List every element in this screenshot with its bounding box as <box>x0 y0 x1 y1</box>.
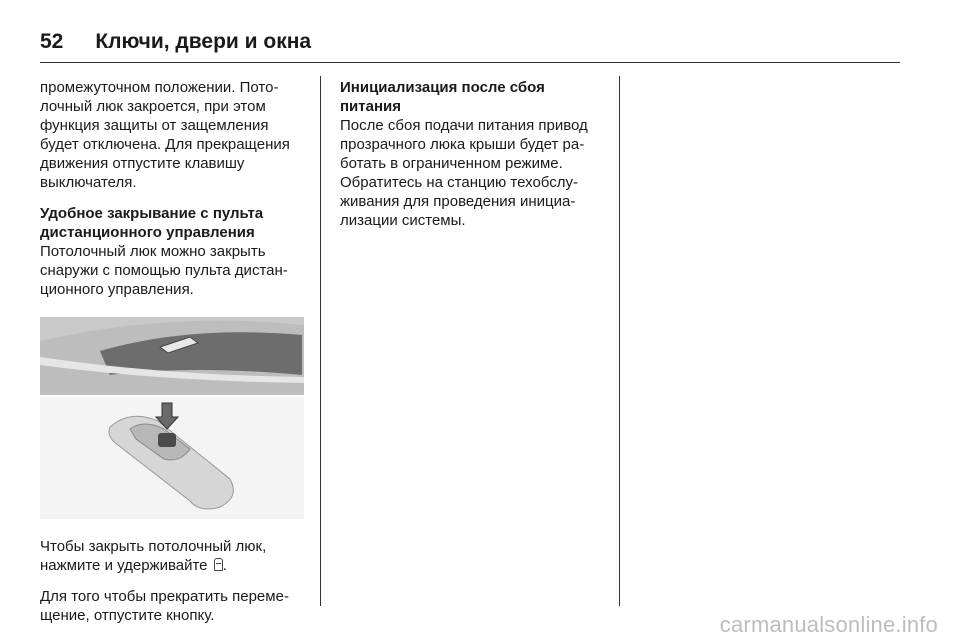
sunroof-remote-illustration <box>40 317 304 519</box>
section-heading-remote-close: Удобное закрывание с пульта дистанционного управления <box>40 205 264 241</box>
paragraph-remote-close: Потолочный люк можно закрыть снаружи с помощью пульта дистанционного управления. <box>40 243 288 298</box>
section-heading-initialization: Инициализация после сбоя питания <box>340 79 545 115</box>
key-lock-icon <box>214 558 223 571</box>
chapter-title: Ключи, двери и окна <box>95 30 312 53</box>
paragraph-stop: Для того чтобы прекратить перемещение, отпустите кнопку. <box>40 588 289 624</box>
page-header <box>40 22 900 63</box>
column-2 <box>340 78 608 242</box>
lock-button <box>158 433 176 447</box>
column-divider-1 <box>320 76 321 606</box>
watermark: carmanualsonline.info <box>719 612 938 637</box>
column-1 <box>40 78 304 637</box>
paragraph-initialization: После сбоя подачи питания привод прозрачного люка крыши будет работать в ограниченном режиме. Обратитесь на станцию техобслуживания для проведения инициализации системы. <box>340 117 588 229</box>
paragraph-hold-button: Чтобы закрыть потолочный люк, нажмите и удерживайте . <box>40 538 267 574</box>
page-number: 52 <box>40 30 64 53</box>
illustration-svg <box>40 317 304 519</box>
paragraph-continuation: промежуточном положении. Потолочный люк закроется, при этом функция защиты от защемления будет отключена. Для прекращения движения отпустите клавишу выключателя. <box>40 79 290 191</box>
column-divider-2 <box>619 76 620 606</box>
